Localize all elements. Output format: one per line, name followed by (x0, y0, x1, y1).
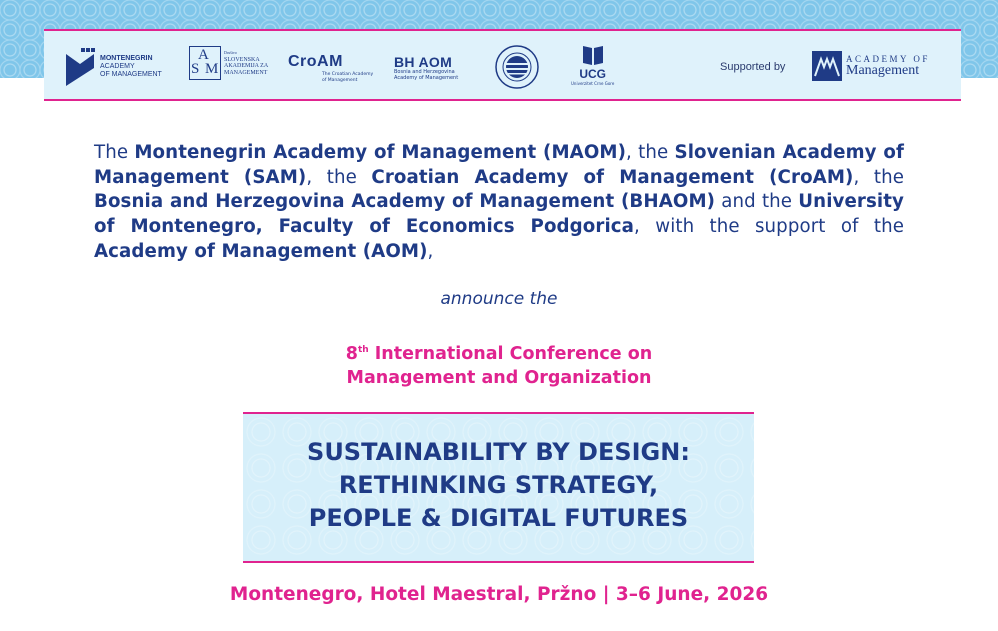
maom-line1: MONTENEGRIN (100, 55, 153, 62)
conference-number: 8 (345, 344, 358, 364)
conference-title (0, 338, 998, 390)
aom-line2: Management (846, 63, 920, 78)
intro-text: , the (306, 166, 372, 188)
maom-logo-icon (66, 48, 96, 86)
conference-line1: International Conference on (368, 344, 653, 364)
theme-line3: PEOPLE & DIGITAL FUTURES (308, 504, 689, 532)
aom-line1: ACADEMY OF (846, 54, 930, 64)
intro-text: , the (853, 166, 904, 188)
conference-ordinal: th (357, 345, 369, 355)
intro-text: and the (715, 191, 799, 213)
intro-paragraph (94, 141, 904, 265)
maom-line2: ACADEMY (100, 63, 135, 70)
intro-text: , (427, 240, 434, 262)
conference-line2: Management and Organization (346, 368, 652, 388)
aom-full-name: Academy of Management (AOM) (94, 240, 428, 262)
sam-line0: Društvo (224, 50, 237, 55)
ucg-sub: Univerzitet Crne Gore (571, 81, 615, 86)
maom-name: Montenegrin Academy of Management (MAOM) (134, 142, 627, 163)
venue-and-dates: Montenegro, Hotel Maestral, Pržno | 3–6 June, 2026 (229, 584, 769, 605)
intro-text: The (94, 142, 135, 163)
conference-theme (243, 436, 754, 535)
ucg-logo (571, 44, 614, 86)
croam-sub1: The Croatian Academy (322, 72, 374, 77)
croam-sub2: of Management (322, 78, 358, 83)
ucg-book-icon (581, 44, 605, 66)
theme-line1: SUSTAINABILITY BY DESIGN: (307, 438, 690, 466)
partner-logo-bar (44, 29, 961, 101)
theme-line2: RETHINKING STRATEGY, (338, 471, 659, 499)
croam-logo (288, 53, 373, 83)
announce-text: announce the (440, 289, 558, 309)
intro-text: , the (626, 142, 675, 163)
university-name: University of Montenegro, Faculty of Economics Podgorica (94, 191, 905, 238)
sam-name: Slovenian Academy of Management (SAM) (94, 142, 904, 188)
sam-line1: SLOVENSKA (224, 56, 260, 63)
bhaom-name: BH AOM (394, 54, 453, 70)
maom-line3: OF MANAGEMENT (100, 71, 162, 78)
aom-logo-icon (812, 51, 842, 81)
bhaom-full-name: Bosnia and Herzegovina Academy of Management (BHAOM) (94, 191, 716, 213)
bhaom-logo (394, 54, 458, 81)
croam-full-name: Croatian Academy of Management (CroAM) (371, 166, 854, 188)
sam-monogram: A S M (189, 46, 221, 80)
bhaom-sub2: Academy of Management (394, 74, 459, 81)
sam-line3: MANAGEMENT (224, 69, 268, 76)
croam-name: CroAM (288, 53, 343, 70)
maom-logo (66, 48, 162, 86)
sam-logo (189, 46, 268, 80)
bhaom-sub1: Bosnia and Herzegovina (394, 69, 455, 75)
sam-line2: AKADEMIJA ZA (224, 63, 269, 69)
intro-text: , with the support of the (634, 216, 904, 238)
aom-logo (812, 51, 930, 81)
faculty-of-economics-seal-icon (494, 44, 540, 90)
faculty-of-economics-logo (494, 44, 540, 90)
supported-by-label: Supported by (720, 61, 786, 73)
ucg-name: UCG (579, 67, 606, 81)
